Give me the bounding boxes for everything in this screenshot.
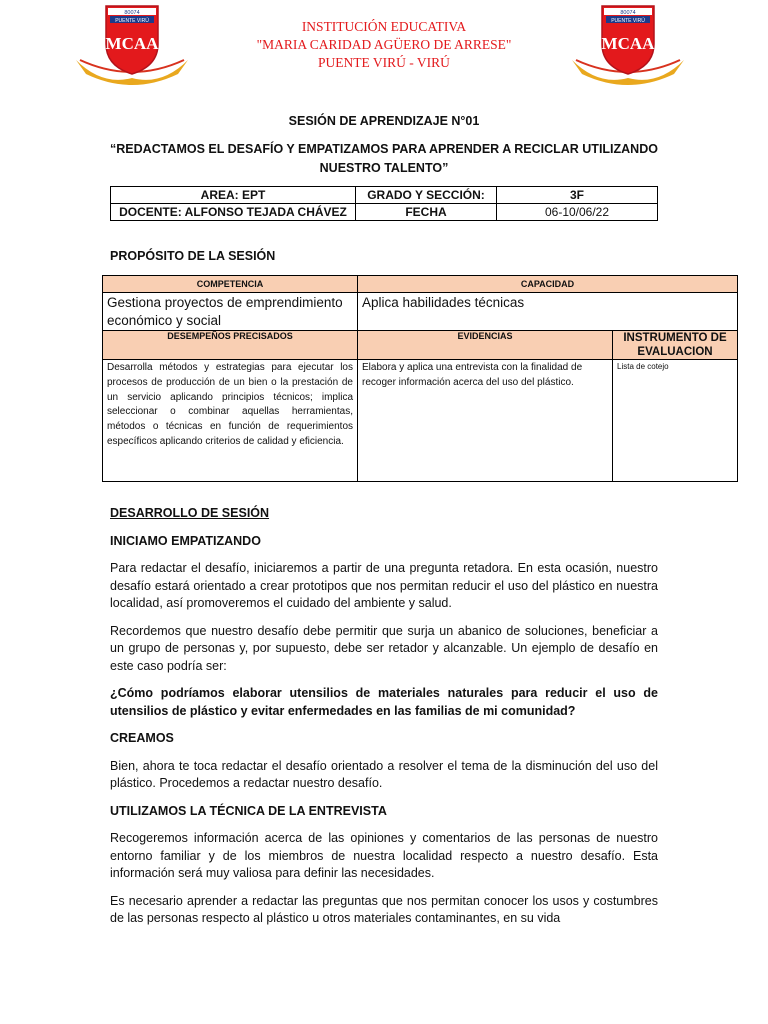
docente-cell: DOCENTE: ALFONSO TEJADA CHÁVEZ: [111, 204, 356, 221]
paragraph-5: Es necesario aprender a redactar las preguntas que nos permitan conocer los usos y costumbres de las personas respecto al plástico u otros materiales contaminantes, en su vida: [110, 893, 658, 925]
capacidad-cell: Aplica habilidades técnicas: [358, 293, 738, 331]
institution-line-3: PUENTE VIRÚ - VIRÚ: [318, 55, 450, 70]
grado-value: 3F: [497, 187, 658, 204]
paragraph-2: Recordemos que nuestro desafío debe permitir que surja un abanico de soluciones, beneficiar a un grupo de personas y, por supuesto, debe ser retador y alcanzable. Un ejemplo de desafío en este caso podría ser:: [110, 623, 658, 673]
school-crest-left: [72, 2, 192, 86]
paragraph-4: Recogeremos información acerca de las opiniones y comentarios de las personas de nuestro entorno familiar y de los miembros de nuestra localidad respecto a nuestro desafío. Esta información será muy valiosa para definir las necesidades.: [110, 831, 658, 880]
school-crest-right: [568, 2, 688, 86]
institution-line-2: "MARIA CARIDAD AGÜERO DE ARRESE": [256, 37, 512, 52]
crest-town: PUENTE VIRÚ: [115, 18, 149, 24]
crest-town: PUENTE VIRÚ: [611, 18, 645, 24]
paragraph-3: Bien, ahora te toca redactar el desafío orientado a resolver el tema de la disminución del uso del plástico. Procedemos a redactar nuestro desafío.: [110, 758, 658, 790]
instrumento-cell: Lista de cotejo: [613, 360, 738, 482]
session-title: “REDACTAMOS EL DESAFÍO Y EMPATIZAMOS PARA APRENDER A RECICLAR UTILIZANDO NUESTRO TALENTO”: [110, 142, 658, 175]
crest-number: 80074: [620, 10, 636, 16]
instrumento-header: INSTRUMENTO DE EVALUACION: [613, 331, 738, 360]
crest-initials: MCAA: [601, 34, 655, 53]
grado-label: GRADO Y SECCIÓN:: [356, 187, 497, 204]
fecha-value: 06-10/06/22: [497, 204, 658, 221]
competencia-cell: Gestiona proyectos de emprendimiento económico y social: [103, 293, 358, 331]
evidencias-header: EVIDENCIAS: [358, 331, 613, 360]
development-section: [110, 505, 658, 928]
desempeno-cell: Desarrolla métodos y estrategias para ejecutar los procesos de producción de un bien o la prestación de un servicio aplicando principios técnicos; implica seleccionar o combinar aquellas herramientas, métodos o técnicas en función de requerimientos específicos aplicando criterios de calidad y eficiencia.: [103, 360, 358, 482]
creamos-title: CREAMOS: [110, 731, 174, 745]
entrevista-title: UTILIZAMOS LA TÉCNICA DE LA ENTREVISTA: [110, 803, 387, 818]
info-table: [110, 186, 658, 221]
crest-initials: MCAA: [105, 34, 159, 53]
competency-table: [102, 275, 738, 482]
session-number: SESIÓN DE APRENDIZAJE N°01: [288, 114, 480, 128]
fecha-label: FECHA: [356, 204, 497, 221]
challenge-question: ¿Cómo podríamos elaborar utensilios de materiales naturales para reducir el uso de utensilios de plástico y evitar enfermedades en las familias de mi comunidad?: [110, 686, 658, 718]
proposito-title: PROPÓSITO DE LA SESIÓN: [110, 249, 276, 263]
development-title: DESARROLLO DE SESIÓN: [110, 506, 270, 520]
crest-number: 80074: [124, 10, 140, 16]
competencia-header: COMPETENCIA: [103, 276, 358, 293]
area-cell: AREA: EPT: [111, 187, 356, 204]
paragraph-1: Para redactar el desafío, iniciaremos a partir de una pregunta retadora. En esta ocasión, nuestro desafío estará orientado a crear prototipos que nos permitan reducir el uso del plástico en nuestra localidad, así promoveremos el cuidado del ambiente y salud.: [110, 561, 658, 610]
empatizando-title: INICIAMO EMPATIZANDO: [110, 533, 261, 548]
desempenos-header: DESEMPEÑOS PRECISADOS: [103, 331, 358, 360]
capacidad-header: CAPACIDAD: [358, 276, 738, 293]
school-header: [200, 18, 568, 72]
institution-line-1: INSTITUCIÓN EDUCATIVA: [301, 19, 467, 34]
evidencia-cell: Elabora y aplica una entrevista con la finalidad de recoger información acerca del uso del plástico.: [358, 360, 613, 482]
